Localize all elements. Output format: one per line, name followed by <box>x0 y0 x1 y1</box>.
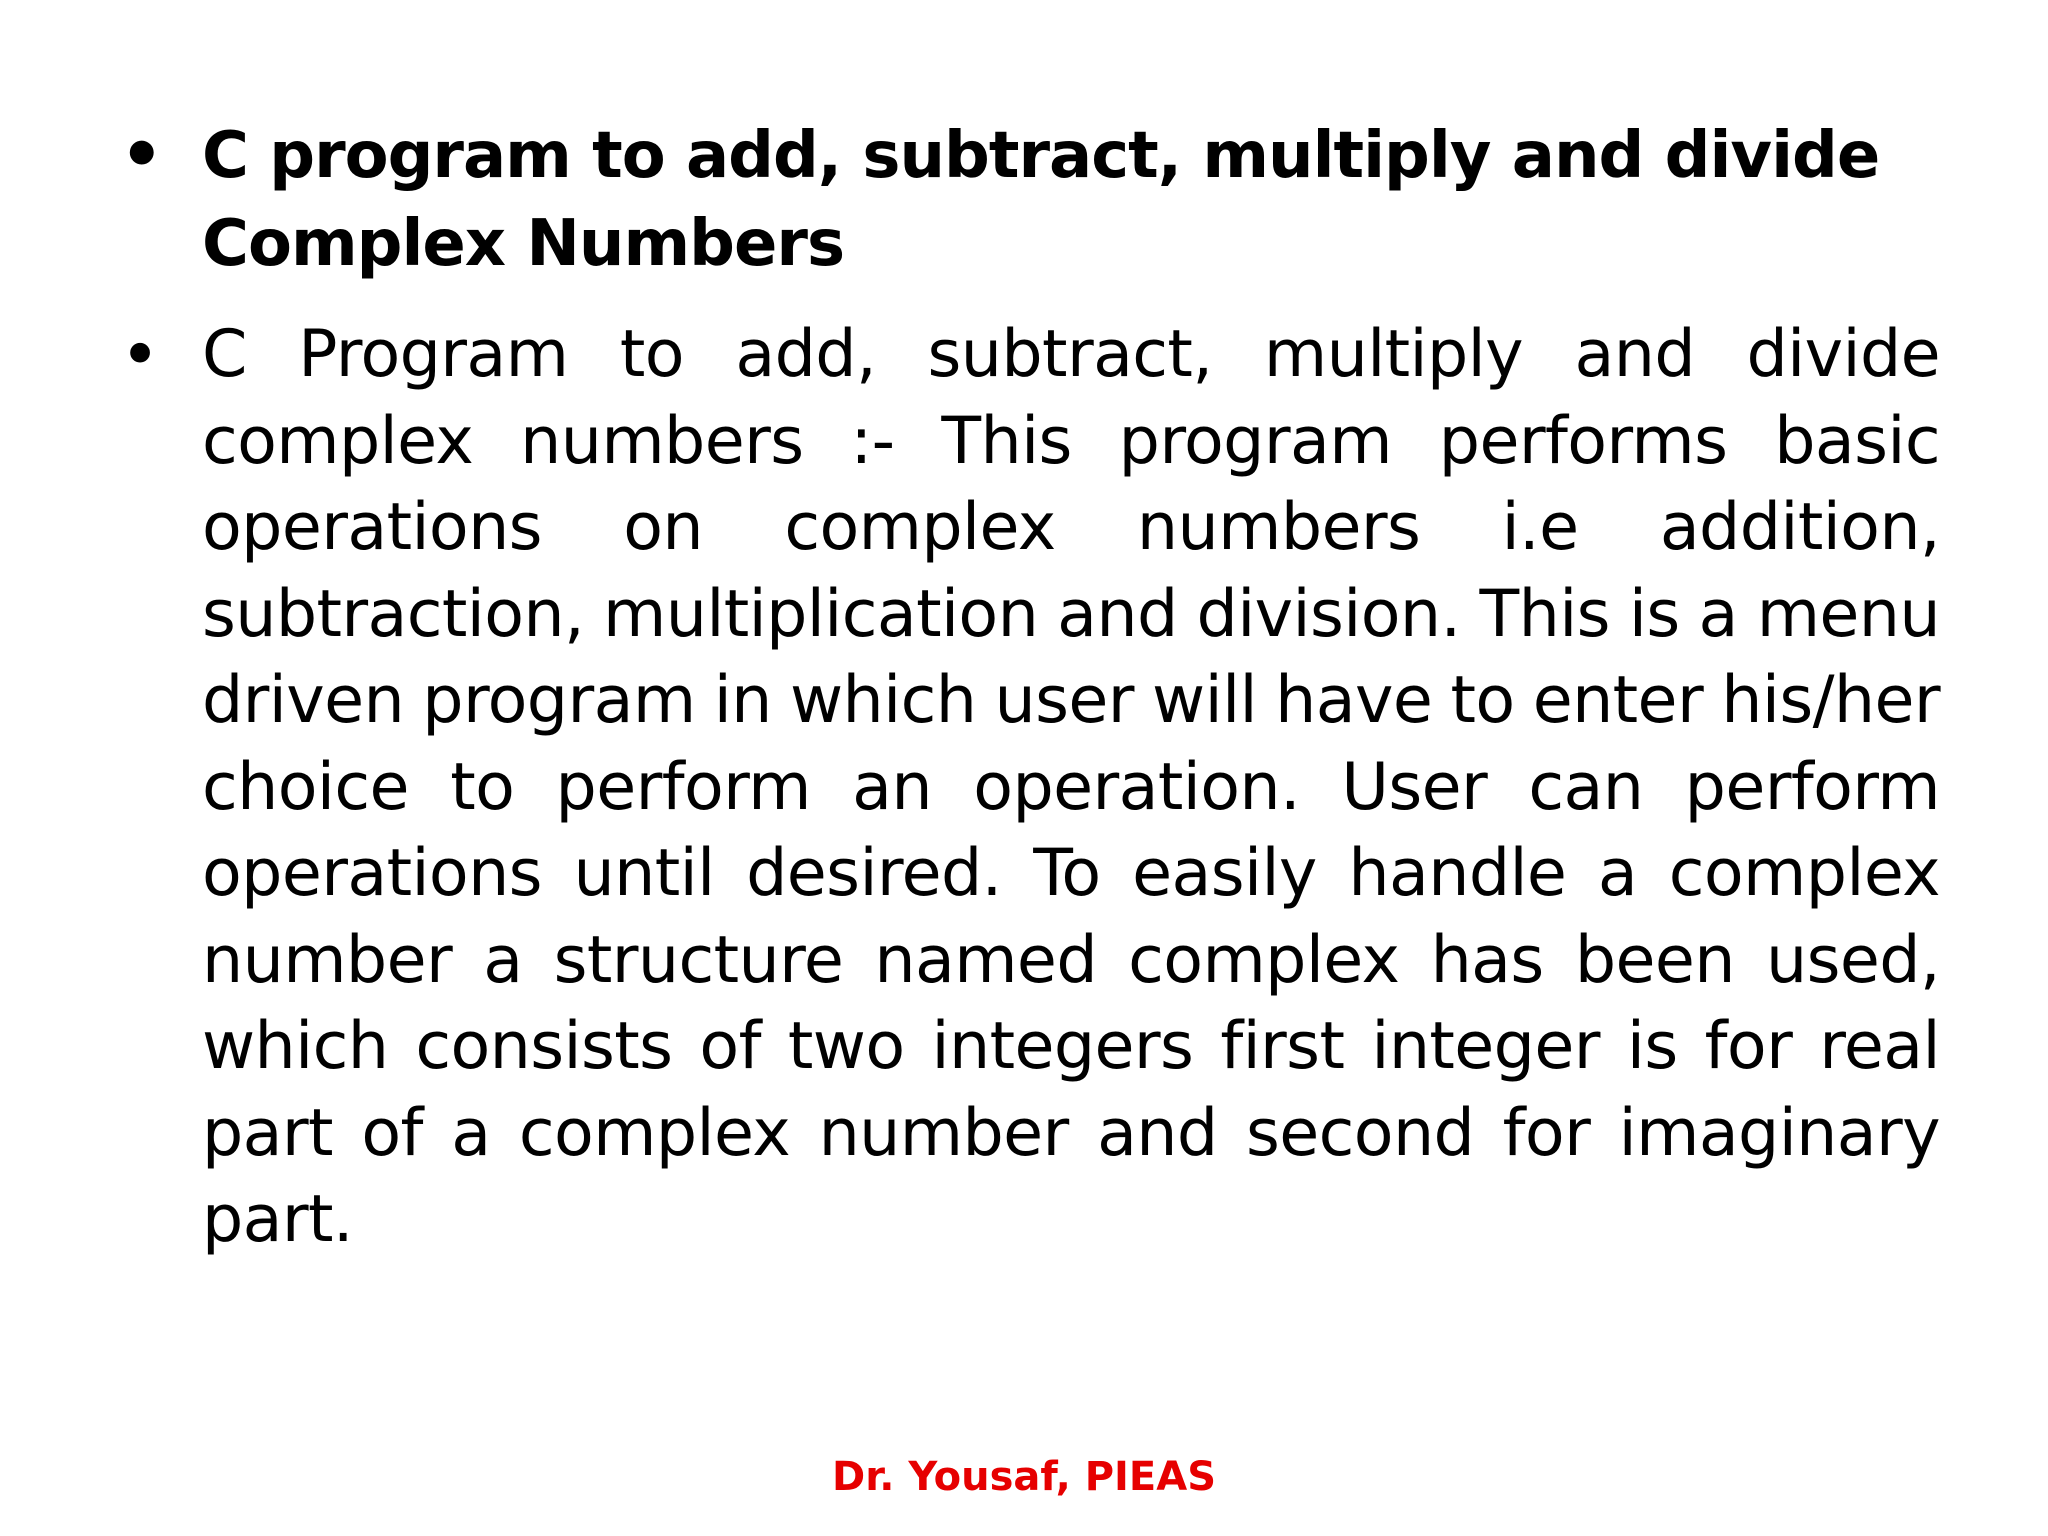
bullet-item-title <box>120 112 1940 288</box>
bullet-title-text: C program to add, subtract, multiply and divide Complex Numbers <box>202 119 1880 281</box>
bullet-item-description <box>120 312 1940 1264</box>
bullet-list <box>120 112 1940 1264</box>
bullet-description-text: C Program to add, subtract, multiply and divide complex numbers :- This program performs basic operations on complex numbers i.e addition, subtraction, multiplication and division. This is a menu driven program in which user will have to enter his/her choice to perform an operation. User can perform operations until desired. To easily handle a complex number a structure named complex has been used, which consists of two integers first integer is for real part of a complex number and second for imaginary part. <box>202 317 1940 1257</box>
bullet-dot-icon: • <box>120 316 160 395</box>
bullet-dot-icon: • <box>120 116 163 195</box>
footer-author: Dr. Yousaf, PIEAS <box>831 1454 1217 1500</box>
